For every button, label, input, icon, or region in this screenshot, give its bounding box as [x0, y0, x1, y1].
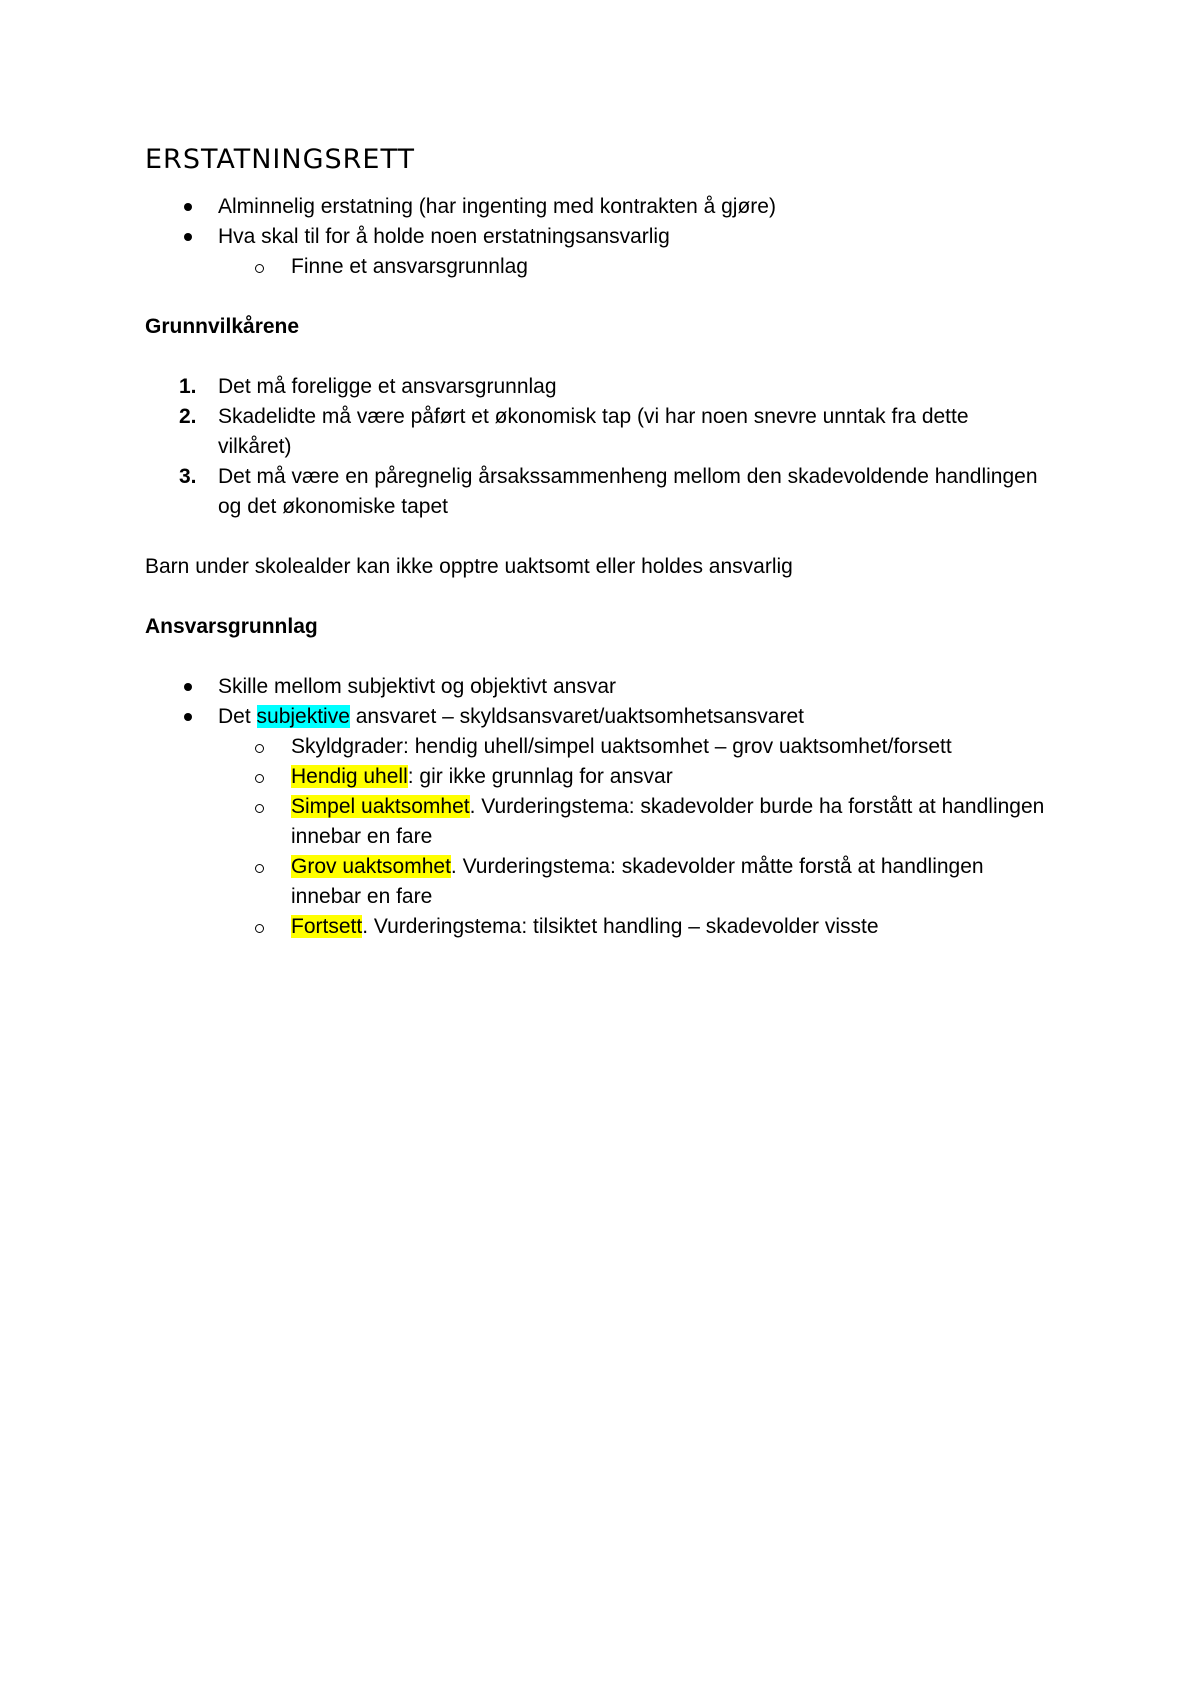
document-content — [145, 140, 1045, 972]
list-item-text-pre: Det — [218, 705, 257, 728]
list-item — [145, 702, 1045, 942]
list-item-text: Alminnelig erstatning (har ingenting med kontrakten å gjøre) — [218, 195, 776, 218]
sub-list-item — [145, 912, 1045, 942]
list-item — [145, 222, 1045, 282]
intro-bullet-list — [145, 192, 1045, 282]
sub-list-item — [145, 732, 1045, 762]
ansvar-bullet-list — [145, 672, 1045, 942]
circle-bullet-icon — [255, 744, 264, 753]
sub-list-item — [145, 792, 1045, 852]
circle-bullet-icon — [255, 924, 264, 933]
intro-sub-list — [145, 252, 1045, 282]
highlighted-term: subjektive — [256, 705, 350, 728]
item-number: 1. — [179, 375, 197, 398]
item-number: 3. — [179, 465, 197, 488]
list-item-text: : gir ikke grunnlag for ansvar — [407, 765, 673, 788]
list-item-text: . Vurderingstema: tilsiktet handling – skadevolder visste — [362, 915, 879, 938]
highlighted-term: Grov uaktsomhet — [291, 855, 451, 878]
list-item-text: Finne et ansvarsgrunnlag — [291, 255, 528, 278]
numbered-item — [145, 462, 1045, 522]
numbered-item — [145, 402, 1045, 462]
sub-list-item — [145, 252, 1045, 282]
document-title: ERSTATNINGSRETT — [145, 144, 415, 175]
item-number: 2. — [179, 405, 197, 428]
list-item-text: . Vurderingstema: skadevolder burde ha forstått at handlingen innebar en fare — [291, 795, 1045, 848]
list-item-text: Det må foreligge et ansvarsgrunnlag — [218, 375, 557, 398]
circle-bullet-icon — [255, 264, 264, 273]
heading-ansvarsgrunnlag: Ansvarsgrunnlag — [145, 615, 318, 638]
list-item — [145, 672, 1045, 702]
ansvar-sub-list — [145, 732, 1045, 942]
list-item-text: Det må være en påregnelig årsakssammenheng mellom den skadevoldende handlingen og det økonomiske tapet — [218, 465, 1038, 518]
list-item-text: Skyldgrader: hendig uhell/simpel uaktsomhet – grov uaktsomhet/forsett — [291, 735, 952, 758]
bullet-icon — [184, 683, 192, 691]
list-item-text: Hva skal til for å holde noen erstatningsansvarlig — [218, 225, 670, 248]
heading-grunnvilkar: Grunnvilkårene — [145, 315, 300, 338]
circle-bullet-icon — [255, 804, 264, 813]
bullet-icon — [184, 203, 192, 211]
list-item — [145, 192, 1045, 222]
list-item-text: Skadelidte må være påført et økonomisk tap (vi har noen snevre unntak fra dette vilkåret) — [218, 405, 969, 458]
sub-list-item — [145, 852, 1045, 912]
highlighted-term: Simpel uaktsomhet — [291, 795, 470, 818]
highlighted-term: Hendig uhell — [291, 765, 408, 788]
numbered-list — [145, 372, 1045, 522]
highlighted-term: Fortsett — [291, 915, 363, 938]
bullet-icon — [184, 233, 192, 241]
list-item-text-post: ansvaret – skyldsansvaret/uaktsomhetsansvaret — [349, 705, 804, 728]
numbered-item — [145, 372, 1045, 402]
circle-bullet-icon — [255, 864, 264, 873]
list-item-text: . Vurderingstema: skadevolder måtte forstå at handlingen innebar en fare — [291, 855, 984, 908]
sub-list-item — [145, 762, 1045, 792]
list-item-text: Skille mellom subjektivt og objektivt ansvar — [218, 675, 616, 698]
bullet-icon — [184, 713, 192, 721]
circle-bullet-icon — [255, 774, 264, 783]
barn-paragraph: Barn under skolealder kan ikke opptre uaktsomt eller holdes ansvarlig — [145, 555, 793, 578]
